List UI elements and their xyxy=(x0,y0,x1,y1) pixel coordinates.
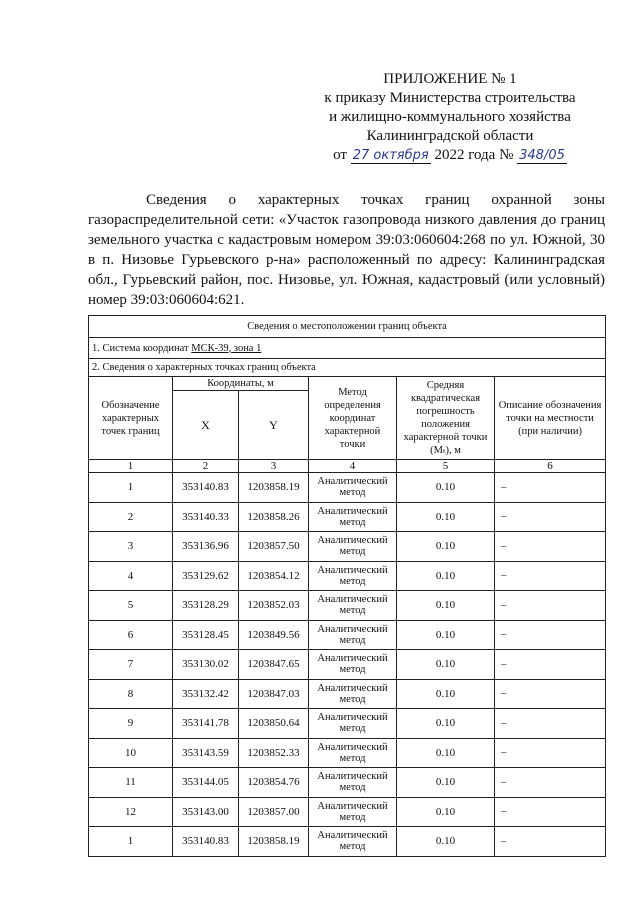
error-cell: 0.10 xyxy=(397,768,495,798)
description-cell: – xyxy=(495,797,606,827)
header-error: Средняя квадратическая погрешность положения характерной точки (Mₜ), м xyxy=(397,377,495,460)
description-cell: – xyxy=(495,738,606,768)
date-year: 2022 года № xyxy=(434,147,514,163)
point-cell: 1 xyxy=(89,473,173,503)
point-cell: 10 xyxy=(89,738,173,768)
point-cell: 9 xyxy=(89,709,173,739)
description-cell: – xyxy=(495,502,606,532)
handwritten-number: 348/05 xyxy=(519,148,565,163)
date-prefix: от xyxy=(333,147,347,163)
column-numbers-row xyxy=(89,460,606,473)
description-cell: – xyxy=(495,827,606,857)
coordinate-system-row xyxy=(89,338,606,359)
description-cell: – xyxy=(495,591,606,621)
table-row xyxy=(89,473,606,503)
point-cell: 12 xyxy=(89,797,173,827)
appendix-header xyxy=(300,70,600,165)
x-cell: 353136.96 xyxy=(173,532,239,562)
order-date-line xyxy=(300,146,600,165)
y-cell: 1203858.26 xyxy=(239,502,309,532)
header-description: Описание обозначения точки на местности (при наличии) xyxy=(495,377,606,460)
table-row xyxy=(89,620,606,650)
order-line-2: и жилищно-коммунального хозяйства xyxy=(329,109,571,125)
error-cell: 0.10 xyxy=(397,709,495,739)
handwritten-date: 27 октября xyxy=(352,148,429,163)
point-cell: 7 xyxy=(89,650,173,680)
point-cell: 5 xyxy=(89,591,173,621)
error-cell: 0.10 xyxy=(397,738,495,768)
x-cell: 353129.62 xyxy=(173,561,239,591)
order-line-3: Калининградской области xyxy=(366,128,534,144)
col-number: 6 xyxy=(495,460,606,473)
error-cell: 0.10 xyxy=(397,502,495,532)
header-x: X xyxy=(173,391,239,460)
x-cell: 353144.05 xyxy=(173,768,239,798)
appendix-title: ПРИЛОЖЕНИЕ № 1 xyxy=(383,71,517,87)
y-cell: 1203858.19 xyxy=(239,473,309,503)
description-cell: – xyxy=(495,650,606,680)
intro-paragraph: Сведения о характерных точках границ охранной зоны газораспределительной сети: «Участок газопровода низкого давления до границ земельного участка с кадастровым номером 39:03:060604:268 по ул. Южной, 30 в п. Низовье Гурьевского р-на» расположенный по адресу: Калининградская обл., Гурьевский район, пос. Низовье, ул. Южная, кадастровый (или условный) номер 39:03:060604:621. xyxy=(88,192,605,308)
y-cell: 1203850.64 xyxy=(239,709,309,739)
table-row xyxy=(89,502,606,532)
table-row xyxy=(89,768,606,798)
x-cell: 353128.45 xyxy=(173,620,239,650)
y-cell: 1203854.76 xyxy=(239,768,309,798)
coordinate-system-label: 1. Система координат xyxy=(92,342,192,354)
method-cell: Аналитический метод xyxy=(309,502,397,532)
col-number: 5 xyxy=(397,460,495,473)
table-row xyxy=(89,827,606,857)
error-cell: 0.10 xyxy=(397,591,495,621)
description-cell: – xyxy=(495,473,606,503)
x-cell: 353140.83 xyxy=(173,827,239,857)
method-cell: Аналитический метод xyxy=(309,738,397,768)
table-caption: Сведения о местоположении границ объекта xyxy=(89,316,606,338)
description-cell: – xyxy=(495,768,606,798)
point-cell: 1 xyxy=(89,827,173,857)
y-cell: 1203847.65 xyxy=(239,650,309,680)
error-cell: 0.10 xyxy=(397,532,495,562)
error-cell: 0.10 xyxy=(397,679,495,709)
table-row xyxy=(89,738,606,768)
point-cell: 6 xyxy=(89,620,173,650)
x-cell: 353141.78 xyxy=(173,709,239,739)
coordinates-table xyxy=(88,315,606,857)
method-cell: Аналитический метод xyxy=(309,709,397,739)
y-cell: 1203849.56 xyxy=(239,620,309,650)
x-cell: 353140.33 xyxy=(173,502,239,532)
section-2-title: 2. Сведения о характерных точках границ объекта xyxy=(89,359,606,377)
col-number: 2 xyxy=(173,460,239,473)
description-cell: – xyxy=(495,532,606,562)
description-cell: – xyxy=(495,709,606,739)
method-cell: Аналитический метод xyxy=(309,473,397,503)
table-row xyxy=(89,709,606,739)
description-cell: – xyxy=(495,679,606,709)
y-cell: 1203857.50 xyxy=(239,532,309,562)
header-coords: Координаты, м xyxy=(173,377,309,391)
point-cell: 3 xyxy=(89,532,173,562)
error-cell: 0.10 xyxy=(397,827,495,857)
table-row xyxy=(89,561,606,591)
y-cell: 1203858.19 xyxy=(239,827,309,857)
table-body xyxy=(89,473,606,857)
y-cell: 1203852.33 xyxy=(239,738,309,768)
method-cell: Аналитический метод xyxy=(309,797,397,827)
method-cell: Аналитический метод xyxy=(309,591,397,621)
x-cell: 353140.83 xyxy=(173,473,239,503)
point-cell: 11 xyxy=(89,768,173,798)
description-cell: – xyxy=(495,620,606,650)
col-number: 3 xyxy=(239,460,309,473)
col-number: 1 xyxy=(89,460,173,473)
method-cell: Аналитический метод xyxy=(309,532,397,562)
method-cell: Аналитический метод xyxy=(309,768,397,798)
table-row xyxy=(89,650,606,680)
table-row xyxy=(89,797,606,827)
description-cell: – xyxy=(495,561,606,591)
y-cell: 1203847.03 xyxy=(239,679,309,709)
method-cell: Аналитический метод xyxy=(309,561,397,591)
x-cell: 353143.00 xyxy=(173,797,239,827)
method-cell: Аналитический метод xyxy=(309,679,397,709)
col-number: 4 xyxy=(309,460,397,473)
error-cell: 0.10 xyxy=(397,473,495,503)
method-cell: Аналитический метод xyxy=(309,827,397,857)
error-cell: 0.10 xyxy=(397,650,495,680)
error-cell: 0.10 xyxy=(397,620,495,650)
x-cell: 353143.59 xyxy=(173,738,239,768)
table-row xyxy=(89,532,606,562)
error-cell: 0.10 xyxy=(397,797,495,827)
method-cell: Аналитический метод xyxy=(309,650,397,680)
x-cell: 353130.02 xyxy=(173,650,239,680)
point-cell: 8 xyxy=(89,679,173,709)
order-line-1: к приказу Министерства строительства xyxy=(324,90,576,106)
y-cell: 1203857.00 xyxy=(239,797,309,827)
point-cell: 2 xyxy=(89,502,173,532)
x-cell: 353128.29 xyxy=(173,591,239,621)
table-row xyxy=(89,591,606,621)
header-method: Метод определения координат характерной точки xyxy=(309,377,397,460)
y-cell: 1203854.12 xyxy=(239,561,309,591)
header-point: Обозначение характерных точек границ xyxy=(89,377,173,460)
header-y: Y xyxy=(239,391,309,460)
error-cell: 0.10 xyxy=(397,561,495,591)
y-cell: 1203852.03 xyxy=(239,591,309,621)
table-row xyxy=(89,679,606,709)
point-cell: 4 xyxy=(89,561,173,591)
method-cell: Аналитический метод xyxy=(309,620,397,650)
x-cell: 353132.42 xyxy=(173,679,239,709)
coordinate-system-name: МСК-39, зона 1 xyxy=(191,342,262,354)
